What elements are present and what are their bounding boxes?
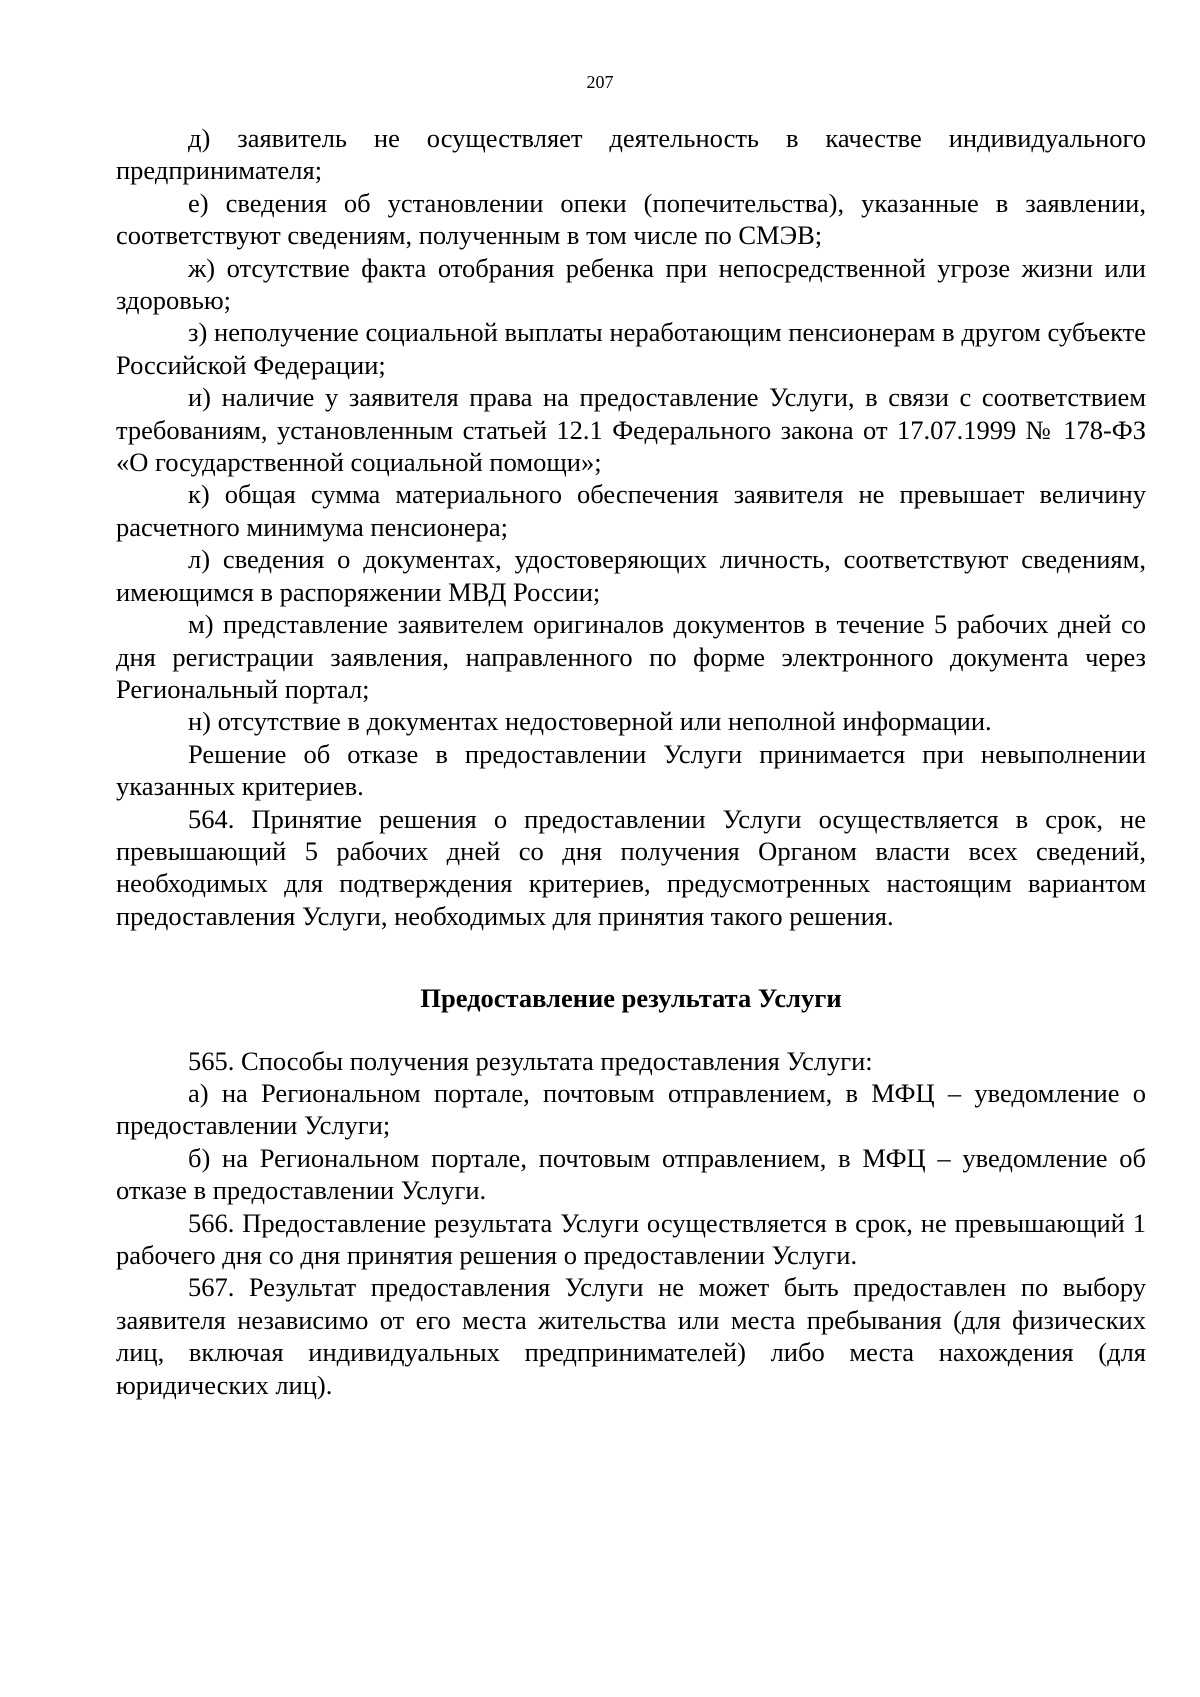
paragraph-d: д) заявитель не осуществляет деятельность в качестве индивидуального предпринимателя; xyxy=(116,123,1146,186)
paragraph-m: м) представление заявителем оригиналов документов в течение 5 рабочих дней со дня регистрации заявления, направленного по форме электронного документа через Региональный портал; xyxy=(116,609,1146,704)
paragraph-565-b: б) на Региональном портале, почтовым отправлением, в МФЦ – уведомление об отказе в предоставлении Услуги. xyxy=(116,1142,1146,1206)
spacer xyxy=(116,1015,1146,1045)
section-heading: Предоставление результата Услуги xyxy=(420,983,842,1014)
paragraph-565-a: а) на Региональном портале, почтовым отправлением, в МФЦ – уведомление о предоставлении Услуги; xyxy=(116,1077,1146,1141)
paragraph-565: 565. Способы получения результата предоставления Услуги: xyxy=(188,1045,873,1076)
paragraph-i: и) наличие у заявителя права на предоставление Услуги, в связи с соответствием требованиям, установленным статьей 12.1 Федерального закона от 17.07.1999 № 178-ФЗ «О государственной социальной помощи»; xyxy=(116,382,1146,478)
spacer xyxy=(116,932,1146,982)
paragraph-e: е) сведения об установлении опеки (попечительства), указанные в заявлении, соответствуют сведениям, полученным в том числе по СМЭВ; xyxy=(116,187,1146,251)
document-body xyxy=(116,122,1146,1401)
paragraph-n: н) отсутствие в документах недостоверной или неполной информации. xyxy=(188,706,992,737)
paragraph-z: з) неполучение социальной выплаты неработающим пенсионерам в другом субъекте Российской Федерации; xyxy=(116,317,1146,380)
paragraph-567: 567. Результат предоставления Услуги не может быть предоставлен по выбору заявителя независимо от его места жительства или места пребывания (для физических лиц, включая индивидуальных предпринимателей) либо места нахождения (для юридических лиц). xyxy=(116,1272,1146,1400)
paragraph-566: 566. Предоставление результата Услуги осуществляется в срок, не превышающий 1 рабочего дня со дня принятия решения о предоставлении Услуги. xyxy=(116,1207,1146,1270)
paragraph-k: к) общая сумма материального обеспечения заявителя не превышает величину расчетного минимума пенсионера; xyxy=(116,479,1146,542)
paragraph-l: л) сведения о документах, удостоверяющих личность, соответствуют сведениям, имеющимся в распоряжении МВД России; xyxy=(116,544,1146,607)
paragraph-refusal-decision: Решение об отказе в предоставлении Услуги принимается при невыполнении указанных критериев. xyxy=(116,738,1146,802)
page-number: 207 xyxy=(586,72,614,92)
paragraph-zh: ж) отсутствие факта отобрания ребенка при непосредственной угрозе жизни или здоровью; xyxy=(116,252,1146,316)
paragraph-564: 564. Принятие решения о предоставлении Услуги осуществляется в срок, не превышающий 5 рабочих дней со дня получения Органом власти всех сведений, необходимых для подтверждения критериев, предусмотренных настоящим вариантом предоставления Услуги, необходимых для принятия такого решения. xyxy=(116,803,1146,931)
